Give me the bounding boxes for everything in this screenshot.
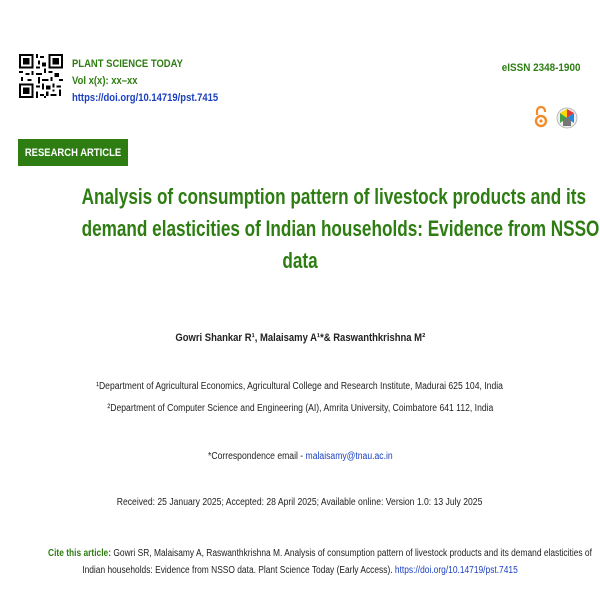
citation-block xyxy=(0,545,600,579)
authors-text: Gowri Shankar R¹, Malaisamy A¹*& Raswanthkrishna M² xyxy=(175,332,425,344)
correspondence-email[interactable]: malaisamy@tnau.ac.in xyxy=(305,451,393,462)
affiliation-2 xyxy=(0,403,600,414)
dates-text: Received: 25 January 2025; Accepted: 28 April 2025; Available online: Version 1.0: 13 July 2025 xyxy=(117,497,483,508)
open-access-icon xyxy=(534,106,548,128)
qr-code-icon xyxy=(19,54,63,98)
article-type-label: RESEARCH ARTICLE xyxy=(24,146,122,159)
crossmark-icon[interactable] xyxy=(556,106,578,130)
article-title xyxy=(20,181,600,277)
eissn-label: eISSN 2348-1900 xyxy=(501,62,580,74)
journal-volume: Vol x(x): xx–xx xyxy=(72,75,138,87)
cite-text: Gowri SR, Malaisamy A, Raswanthkrishna M. Analysis of consumption pattern of livestock products and its demand elasticities of xyxy=(113,548,592,559)
journal-header xyxy=(72,56,218,107)
article-type-badge xyxy=(18,139,128,166)
doi-link[interactable]: https://doi.org/10.14719/pst.7415 xyxy=(72,92,219,104)
cite-label: Cite this article: xyxy=(48,548,112,559)
affiliation-text: ¹Department of Agricultural Economics, Agricultural College and Research Institute, Madurai 625 104, India xyxy=(96,381,504,392)
title-line: Analysis of consumption pattern of livestock products and its xyxy=(81,184,586,209)
title-line: demand elasticities of Indian households: Evidence from NSSO xyxy=(81,216,600,241)
title-line: data xyxy=(282,248,318,273)
affiliation-text: ²Department of Computer Science and Engineering (AI), Amrita University, Coimbatore 641 112, India xyxy=(107,403,493,414)
publication-dates xyxy=(0,497,600,508)
correspondence xyxy=(0,451,600,462)
journal-name: PLANT SCIENCE TODAY xyxy=(72,58,183,70)
cite-text: Indian households: Evidence from NSSO data. Plant Science Today (Early Access). xyxy=(82,565,393,576)
correspondence-label: *Correspondence email - xyxy=(207,451,303,462)
cite-doi-link[interactable]: https://doi.org/10.14719/pst.7415 xyxy=(394,565,518,576)
author-list xyxy=(0,332,600,344)
affiliation-1 xyxy=(0,381,600,392)
